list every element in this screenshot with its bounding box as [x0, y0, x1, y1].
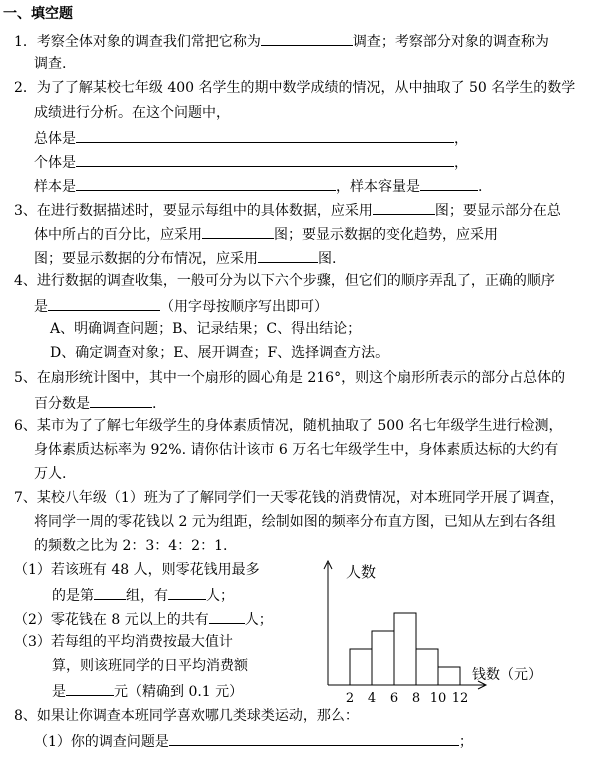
x-tick-label: 2: [345, 691, 355, 706]
q3-blank-3[interactable]: [258, 248, 318, 263]
q4-options-1: A、明确调查问题；B、记录结果；C、得出结论；: [50, 321, 362, 337]
histogram-bar: [372, 631, 394, 685]
q5-text-a: 百分数是: [34, 396, 90, 412]
q4-line2: [34, 296, 328, 316]
sample-blank[interactable]: [76, 176, 336, 191]
q4-text-b: （用字母按顺序写出即可）: [160, 299, 328, 315]
individual-blank[interactable]: [76, 152, 454, 167]
q4-line1: 4、进行数据的调查收集，一般可分为以下六个步骤，但它们的顺序弄乱了，正确的顺序: [14, 273, 555, 289]
q3-line3: [34, 248, 336, 268]
q3-blank-1[interactable]: [373, 200, 435, 215]
x-axis-label: 钱数（元）: [472, 667, 542, 683]
q7-sub1-line2: [52, 585, 234, 605]
q8-blank[interactable]: [169, 731, 459, 746]
x-tick-label: 12: [451, 691, 469, 706]
q7-sub3-text-d: 元（精确到 0.1 元）: [114, 684, 244, 700]
q7-sub3-b: 算，则该班同学的日平均消费额: [52, 658, 248, 674]
q3-line1: [14, 200, 561, 220]
q7-sub3-a: （3）若每组的平均消费按最大值计: [14, 634, 233, 650]
q7-sub2-text-b: 人；: [244, 612, 273, 628]
q2-line1: 2．为了了解某校七年级 400 名学生的期中数学成绩的情况，从中抽取了 50 名学生的数学: [14, 80, 576, 96]
q3-line2: [34, 224, 498, 244]
q7-line1: 7、某校八年级（1）班为了了解同学们一天零花钱的消费情况，对本班同学开展了调查，: [14, 490, 564, 506]
q7-line2: 将同学一周的零花钱以 2 元为组距，绘制如图的频率分布直方图，已知从左到右各组: [34, 514, 556, 530]
x-tick-label: 4: [367, 691, 377, 706]
x-tick-label: 10: [429, 691, 447, 706]
q7-sub2-text-a: （2）零花钱在 8 元以上的共有: [14, 612, 209, 628]
q3-text-a: 3、在进行数据描述时，要显示每组中的具体数据，应采用: [14, 203, 373, 219]
q7-avg-blank[interactable]: [66, 681, 114, 696]
q6-line2: 身体素质达标率为 92%. 请你估计该市 6 万名七年级学生中，身体素质达标的大约有: [34, 442, 559, 458]
q3-text-c: 体中所占的百分比，应采用: [34, 227, 202, 243]
q1-blank-1[interactable]: [261, 31, 353, 46]
individual-label: 个体是: [34, 155, 76, 171]
q8-sub1: [34, 731, 473, 751]
q8-sub1-text: （1）你的调查问题是: [34, 734, 169, 750]
q5-line1: 5、在扇形统计图中，其中一个扇形的圆心角是 216°，则这个扇形所表示的部分占总体的: [14, 370, 566, 386]
q1-text-b: 调查；考察部分对象的调查称为: [352, 34, 549, 50]
chart-bars: [350, 613, 460, 685]
q7-sub3-line3: [52, 681, 243, 701]
section-title: 一、填空题: [3, 6, 73, 22]
q7-sub2: [14, 609, 273, 629]
q2-total: [34, 128, 468, 148]
histogram-bar: [350, 649, 372, 685]
q7-sub3-text-c: 是: [52, 684, 66, 700]
q2-line2: 成绩进行分析。在这个问题中，: [34, 105, 230, 121]
histogram-bar: [416, 649, 438, 685]
total-blank[interactable]: [76, 128, 454, 143]
comma: ，: [454, 131, 468, 147]
q7-sub1-text-b: 的是第: [52, 588, 94, 604]
period: .: [478, 179, 483, 195]
x-tick-label: 8: [411, 691, 421, 706]
q5-text-b: .: [152, 396, 157, 412]
sample-label: 样本是: [34, 179, 76, 195]
y-axis-label: 人数: [346, 563, 377, 581]
comma: ，: [454, 155, 468, 171]
q5-line2: [34, 393, 156, 413]
q2-individual: [34, 152, 468, 172]
q4-options-2: D、确定调查对象；E、展开调查；F、选择调查方法。: [50, 345, 390, 361]
q7-count-blank[interactable]: [168, 585, 206, 600]
q6-line3: 万人.: [34, 466, 67, 482]
x-tick-label: 6: [389, 691, 399, 706]
q7-sub1-text-c: 组，有: [126, 588, 168, 604]
q3-text-b: 图；要显示部分在总: [434, 203, 561, 219]
sample-size-blank[interactable]: [420, 176, 478, 191]
q3-blank-2[interactable]: [202, 224, 274, 239]
q3-text-d: 图；要显示数据的变化趋势，应采用: [274, 227, 498, 243]
q8-semicolon: ；: [458, 734, 473, 750]
q8-line1: 8、如果让你调查本班同学喜欢哪几类球类运动，那么：: [14, 708, 359, 724]
histogram-bar: [394, 613, 416, 685]
q3-text-e: 图；要显示数据的分布情况，应采用: [34, 251, 258, 267]
q1-line2: 调查.: [34, 56, 67, 72]
chart-ticks: [346, 691, 468, 706]
q4-blank[interactable]: [48, 296, 160, 311]
histogram-bar: [438, 667, 460, 685]
total-label: 总体是: [34, 131, 76, 147]
q2-sample: [34, 176, 482, 196]
q4-text-a: 是: [34, 299, 48, 315]
q6-line1: 6、某市为了了解七年级学生的身体素质情况，随机抽取了 500 名七年级学生进行检测，: [14, 418, 563, 434]
q7-line3: 的频数之比为 2：3：4：2：1.: [34, 538, 228, 554]
histogram-chart: [310, 555, 560, 710]
q7-sub1-a: （1）若该班有 48 人，则零花钱用最多: [14, 562, 260, 578]
q7-group-blank[interactable]: [94, 585, 126, 600]
q7-sub1-text-d: 人；: [206, 588, 234, 604]
q1-line1: [14, 31, 551, 51]
q7-sub2-blank[interactable]: [209, 609, 245, 624]
q3-text-f: 图.: [318, 251, 337, 267]
q5-blank[interactable]: [90, 393, 152, 408]
q1-text-a: 1．考察全体对象的调查我们常把它称为: [14, 34, 261, 50]
sample-size-label: ，样本容量是: [336, 179, 420, 195]
